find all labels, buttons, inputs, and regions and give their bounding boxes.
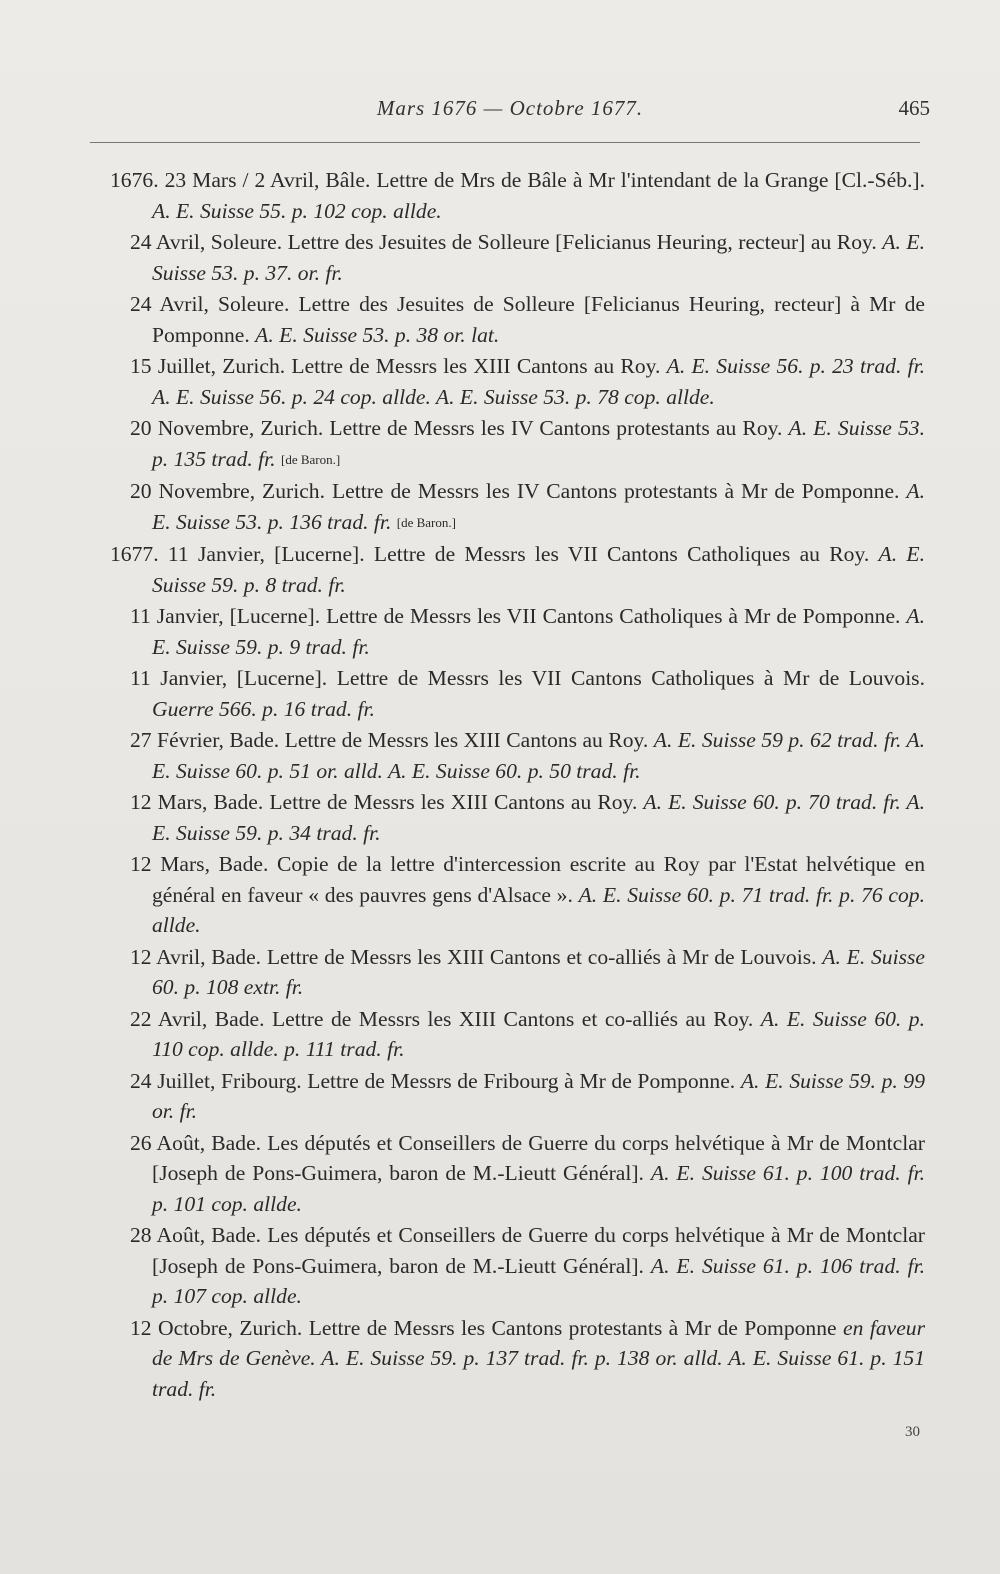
entry-text: 12 Mars, Bade. Lettre de Messrs les XIII Cantons au Roy. bbox=[130, 790, 644, 814]
entry-reference: A. E. Suisse 59 p. 62 trad. fr. A. E. Suisse 60. p. 51 or. alld. A. E. Suisse 60. p. 50 trad. fr. bbox=[152, 728, 926, 783]
entry-reference: A. E. Suisse 59. p. 99 or. fr. bbox=[152, 1068, 925, 1123]
entry-text: 27 Février, Bade. Lettre de Messrs les XIII Cantons au Roy. bbox=[130, 728, 654, 752]
entry-text: 24 Avril, Soleure. Lettre des Jesuites de Solleure [Felicianus Heuring, recteur] à Mr de Pomponne. bbox=[130, 292, 925, 347]
entry-reference: A. E. Suisse 55. p. 102 cop. allde. bbox=[152, 198, 442, 223]
entry-year: 1677. bbox=[110, 542, 168, 566]
list-item bbox=[110, 413, 925, 475]
page-header bbox=[0, 96, 1000, 136]
entry-text: 12 Avril, Bade. Lettre de Messrs les XIII Cantons et co-alliés à Mr de Louvois. bbox=[130, 944, 823, 969]
entry-note: [de Baron.] bbox=[396, 514, 456, 530]
entry-text: 22 Avril, Bade. Lettre de Messrs les XIII Cantons et co-alliés au Roy. bbox=[130, 1006, 761, 1031]
list-item bbox=[110, 942, 925, 1003]
list-item bbox=[110, 1220, 925, 1312]
entry-reference: A. E. Suisse 53. p. 37. or. fr. bbox=[152, 230, 925, 285]
list-item bbox=[110, 663, 925, 724]
list-item bbox=[110, 227, 925, 288]
list-item bbox=[110, 539, 925, 600]
entry-text: 11 Janvier, [Lucerne]. Lettre de Messrs les VII Cantons Catholiques au Roy. bbox=[167, 542, 879, 566]
entry-reference: A. E. Suisse 60. p. 110 cop. allde. p. 111 trad. fr. bbox=[152, 1006, 925, 1061]
entry-reference: A. E. Suisse 61. p. 100 trad. fr. p. 101 cop. allde. bbox=[152, 1161, 925, 1216]
page-number: 465 bbox=[898, 96, 930, 120]
list-item bbox=[110, 1004, 925, 1065]
entry-text: 24 Juillet, Fribourg. Lettre de Messrs de Fribourg à Mr de Pomponne. bbox=[130, 1068, 741, 1093]
entry-reference: A. E. Suisse 59. p. 9 trad. fr. bbox=[152, 604, 925, 659]
entry-reference: A. E. Suisse 53. p. 136 trad. fr. bbox=[152, 479, 925, 534]
entry-reference: A. E. Suisse 53. p. 38 or. lat. bbox=[255, 322, 500, 347]
list-item bbox=[110, 849, 925, 941]
entry-reference: A. E. Suisse 60. p. 70 trad. fr. A. E. Suisse 59. p. 34 trad. fr. bbox=[152, 790, 925, 845]
list-item bbox=[110, 289, 925, 350]
entry-text: 26 Août, Bade. Les députés et Conseillers de Guerre du corps helvétique à Mr de Montclar [Joseph de Pons-Guimera, baron de M.-Lieutt Général]. bbox=[130, 1130, 925, 1185]
entry-text: 24 Avril, Soleure. Lettre des Jesuites de Solleure [Felicianus Heuring, recteur] au Roy. bbox=[130, 230, 883, 254]
list-item bbox=[110, 725, 925, 786]
entry-text: 20 Novembre, Zurich. Lettre de Messrs les IV Cantons protestants à Mr de Pomponne. bbox=[130, 479, 907, 503]
running-head: Mars 1676 — Octobre 1677. bbox=[376, 96, 644, 120]
list-item bbox=[110, 351, 925, 412]
entry-reference: A. E. Suisse 60. p. 108 extr. fr. bbox=[152, 944, 925, 999]
entry-reference: A. E. Suisse 53. p. 135 trad. fr. bbox=[152, 416, 925, 471]
list-item bbox=[110, 1313, 925, 1405]
entry-text: 12 Mars, Bade. Copie de la lettre d'intercession escrite au Roy par l'Estat helvétique en général en faveur « des pauvres gens d'Alsace ». bbox=[130, 852, 925, 907]
list-item bbox=[110, 601, 925, 662]
entry-text: 20 Novembre, Zurich. Lettre de Messrs les IV Cantons protestants au Roy. bbox=[130, 416, 789, 440]
list-item bbox=[110, 165, 925, 226]
entry-list bbox=[110, 165, 925, 1405]
entry-text: 12 Octobre, Zurich. Lettre de Messrs les Cantons protestants à Mr de Pomponne bbox=[130, 1315, 844, 1340]
entry-reference: A. E. Suisse 59. p. 8 trad. fr. bbox=[152, 542, 925, 597]
entry-text: 11 Janvier, [Lucerne]. Lettre de Messrs les VII Cantons Catholiques à Mr de Pomponne. bbox=[130, 604, 907, 628]
list-item bbox=[110, 1066, 925, 1127]
entry-text: 11 Janvier, [Lucerne]. Lettre de Messrs les VII Cantons Catholiques à Mr de Louvois. bbox=[130, 666, 925, 690]
signature-mark: 30 bbox=[905, 1424, 920, 1440]
entry-text: 15 Juillet, Zurich. Lettre de Messrs les XIII Cantons au Roy. bbox=[130, 354, 667, 378]
header-rule bbox=[90, 142, 920, 143]
entry-reference: A. E. Suisse 56. p. 23 trad. fr. A. E. Suisse 56. p. 24 cop. allde. A. E. Suisse 53. p. 78 cop. allde. bbox=[152, 354, 925, 409]
list-item bbox=[110, 476, 925, 538]
entry-text: 28 Août, Bade. Les députés et Conseillers de Guerre du corps helvétique à Mr de Montclar [Joseph de Pons-Guimera, baron de M.-Lieutt Général]. bbox=[130, 1223, 925, 1278]
entry-reference: A. E. Suisse 60. p. 71 trad. fr. p. 76 cop. allde. bbox=[152, 882, 925, 937]
entry-year: 1676. bbox=[110, 168, 165, 192]
entry-reference: en faveur de Mrs de Genève. A. E. Suisse 59. p. 137 trad. fr. p. 138 or. alld. A. E. Suisse 61. p. 151 trad. fr. bbox=[152, 1315, 925, 1401]
entry-reference: A. E. Suisse 61. p. 106 trad. fr. p. 107 cop. allde. bbox=[152, 1253, 925, 1308]
list-item bbox=[110, 1128, 925, 1220]
entry-text: 23 Mars / 2 Avril, Bâle. Lettre de Mrs de Bâle à Mr l'intendant de la Grange [Cl.-Séb.]. bbox=[164, 168, 925, 192]
list-item bbox=[110, 787, 925, 848]
entry-reference: Guerre 566. p. 16 trad. fr. bbox=[152, 696, 375, 721]
entry-note: [de Baron.] bbox=[281, 451, 341, 467]
